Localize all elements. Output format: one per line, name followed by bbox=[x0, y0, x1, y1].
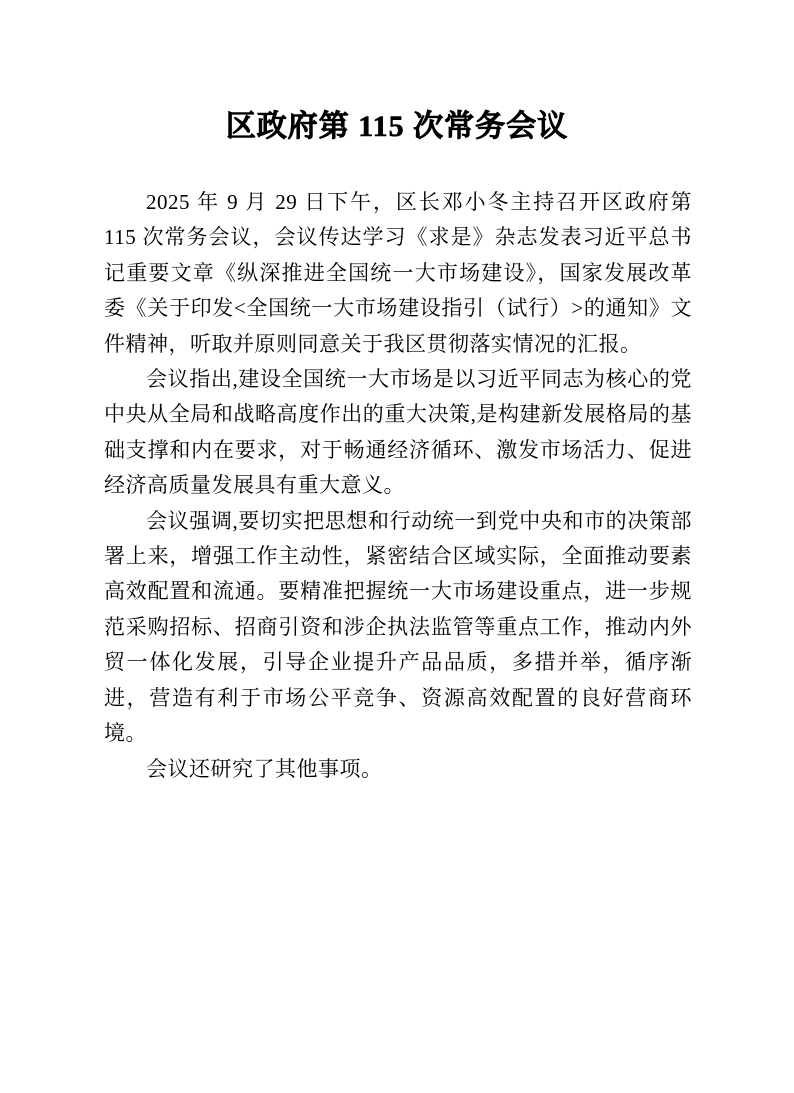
paragraph-other-matters: 会议还研究了其他事项。 bbox=[146, 756, 383, 781]
document-body bbox=[0, 185, 794, 787]
paragraph-meeting-emphasized: 会议强调,要切实把思想和行动统一到党中央和市的决策部署上来，增强工作主动性，紧密结合区域实际，全面推动要素高效配置和流通。要精准把握统一大市场建设重点，进一步规范采购招标、招商引资和涉企执法监管等重点工作，推动内外贸一体化发展，引导企业提升产品品质，多措并举，循序渐进，营造有利于市场公平竞争、资源高效配置的良好营商环境。 bbox=[104, 508, 692, 746]
paragraph-meeting-pointed-out: 会议指出,建设全国统一大市场是以习近平同志为核心的党中央从全局和战略高度作出的重大决策,是构建新发展格局的基础支撑和内在要求，对于畅通经济循环、激发市场活力、促进经济高质量发展具有重大意义。 bbox=[104, 367, 692, 498]
document-title: 区政府第 115 次常务会议 bbox=[225, 110, 569, 143]
paragraph-meeting-intro: 2025 年 9 月 29 日下午，区长邓小冬主持召开区政府第 115 次常务会议，会议传达学习《求是》杂志发表习近平总书记重要文章《纵深推进全国统一大市场建设》，国家发展改革委《关于印发<全国统一大市场建设指引（试行）>的通知》文件精神，听取并原则同意关于我区贯彻落实情况的汇报。 bbox=[104, 190, 692, 356]
